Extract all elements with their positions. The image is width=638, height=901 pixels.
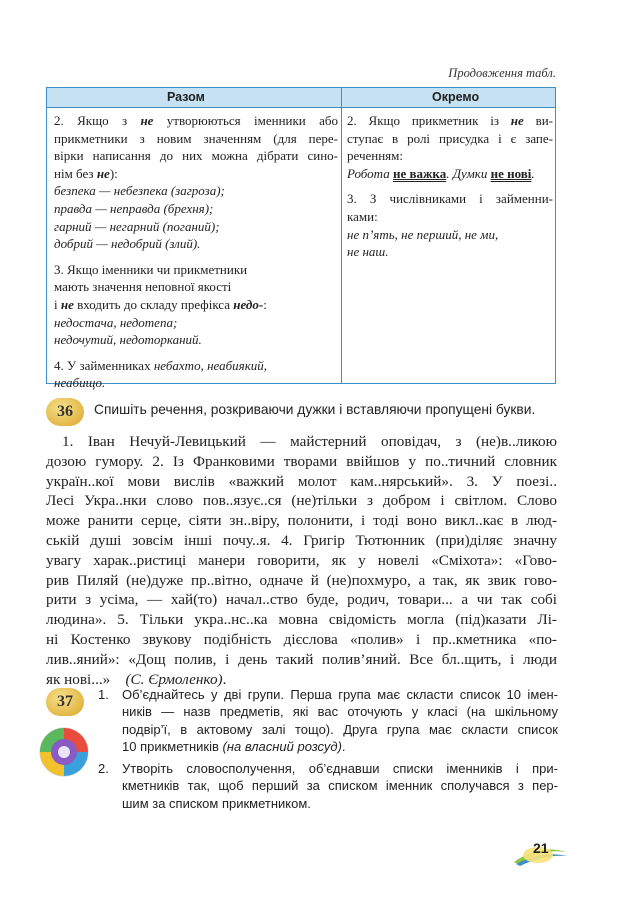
rule-table bbox=[46, 87, 556, 391]
header-separate: Окремо bbox=[432, 90, 480, 104]
task-line: Об’єднайтесь у дві групи. Перша група має скласти список 10 імен- bbox=[122, 687, 558, 702]
text-line: 1. Іван Нечуй-Левицький — майстерний оповідач, з (не)в..ликою bbox=[62, 433, 557, 450]
task-line: шим за списком прикметником. bbox=[122, 795, 311, 811]
rule-3-line-2: мають значення неповної якості bbox=[54, 279, 232, 295]
rule-2-example-3: гарний — негарний (поганий); bbox=[54, 218, 220, 234]
rule-3-example-1: недостача, недотепа; bbox=[54, 314, 178, 330]
task-line: 10 прикметників (на власний розсуд). bbox=[122, 738, 346, 754]
task-line: Утворіть словосполучення, об’єднавши списки іменників і при- bbox=[122, 761, 558, 777]
continuation-label: Продовження табл. bbox=[448, 66, 556, 80]
rule-r3-example-2: не наш. bbox=[347, 244, 389, 260]
rule-2-line-1: 2. Якщо з не утворюються іменники або bbox=[54, 113, 338, 128]
rule-3-line-1: 3. Якщо іменники чи прикметники bbox=[54, 261, 248, 277]
text-line: ні Костенко звукову подібність дієслова «полив» і пр..кметника «по- bbox=[46, 630, 557, 648]
task-number: 2. bbox=[98, 761, 109, 777]
task-item-2 bbox=[98, 760, 558, 812]
text-line: людина». 5. Тільки укра..нс..ка мовна свідомість могла (під)казати Лі- bbox=[46, 611, 557, 629]
task-line: подвір’ї, в актовому залі тощо). Друга група має скласти список bbox=[122, 721, 558, 737]
exercise-36-badge: 36 bbox=[46, 398, 84, 426]
text-line-last: як нові...» (С. Єрмоленко). bbox=[46, 670, 227, 688]
text-line: Лесі Укра..нки слово пов..язує..ся (не)тільки з добром і світлом. Слово bbox=[46, 492, 557, 510]
author-citation: (С. Єрмоленко) bbox=[125, 670, 223, 688]
text-line: ській душі зовсім інші почу..я. 4. Григір Тютюнник (при)діляє значну bbox=[46, 531, 557, 549]
text-line: увагу харак..ристиці манери говорити, як у новелі «Сміхота»: «Гово- bbox=[46, 551, 557, 569]
column-separate bbox=[347, 112, 553, 261]
rule-r3-line-2: ками: bbox=[347, 208, 378, 224]
text-line: рив Пиляй (не)дуже пр..вітно, одначе й (не)похмуро, а так, як звик гово- bbox=[46, 571, 557, 589]
rule-r2-example: Робота не важка. Думки не нові. bbox=[347, 165, 535, 181]
exercise-36-title: Спишіть речення, розкриваючи дужки і вставляючи пропущені букви. bbox=[94, 402, 536, 417]
task-line: ників — назв предметів, які вас оточують у класі (на шкільному bbox=[122, 704, 558, 720]
task-number: 1. bbox=[98, 687, 109, 702]
exercise-36-text bbox=[46, 432, 557, 689]
rule-2-line-3: вірки написання до них можна дібрати сино- bbox=[54, 148, 338, 164]
rule-3-line-3: і не входить до складу префікса недо-: bbox=[54, 296, 267, 312]
rule-4-line-2: неабищо. bbox=[54, 375, 106, 391]
group-work-puzzle-icon bbox=[38, 726, 90, 778]
rule-3-example-2: недочутий, недоторканий. bbox=[54, 332, 202, 348]
rule-r3-line-1: 3. З числівниками і займенни- bbox=[347, 191, 553, 207]
column-divider bbox=[341, 88, 342, 383]
rule-2-line-2: прикметники з новим значенням (для пере- bbox=[54, 130, 338, 146]
rule-2-example-1: безпека — небезпека (загроза); bbox=[54, 183, 225, 199]
rule-4-line-1: 4. У займенниках небахто, неабиякий, bbox=[54, 357, 268, 373]
text-line: україн..кої мови вислів «важкий молот кам..нярський». 3. У поезі.. bbox=[46, 472, 557, 490]
text-line: дозою гумору. 2. Із Франковими творами ввійшов у по..тичний словник bbox=[46, 452, 557, 470]
rule-r2-line-3: реченням: bbox=[347, 148, 403, 164]
rule-2-example-4: добрий — недобрий (злий). bbox=[54, 236, 201, 252]
rule-r2-line-2: ступає в ролі присудка і є запе- bbox=[347, 130, 553, 146]
column-together bbox=[54, 112, 338, 392]
exercise-37-tasks bbox=[98, 686, 558, 817]
text-line: рити з усіма, — хай(то) начал..ство буде, родич, товари... а чи так собі bbox=[46, 591, 557, 609]
rule-r2-line-1: 2. Якщо прикметник із не ви- bbox=[347, 113, 553, 128]
task-item-1 bbox=[98, 686, 558, 755]
text-line: лив..яний»: «Дощ полив, і день такий полив’яний. Все бл..щить, і люди bbox=[46, 650, 557, 668]
text-line: може ранити серце, сіяти зн..віру, полонити, і тоді воно викл..кає в люд- bbox=[46, 512, 557, 530]
table-header bbox=[47, 88, 555, 108]
rule-2-line-4: нім без не): bbox=[54, 165, 118, 181]
rule-r3-example-1: не п’ять, не перший, не ми, bbox=[347, 226, 499, 242]
rule-2-example-2: правда — неправда (брехня); bbox=[54, 200, 214, 216]
header-together: Разом bbox=[167, 90, 205, 104]
task-line: кметників так, щоб перший за списком іменник сполучався з пер- bbox=[122, 778, 558, 794]
page-number: 21 bbox=[520, 838, 566, 860]
exercise-37-badge: 37 bbox=[46, 688, 84, 716]
